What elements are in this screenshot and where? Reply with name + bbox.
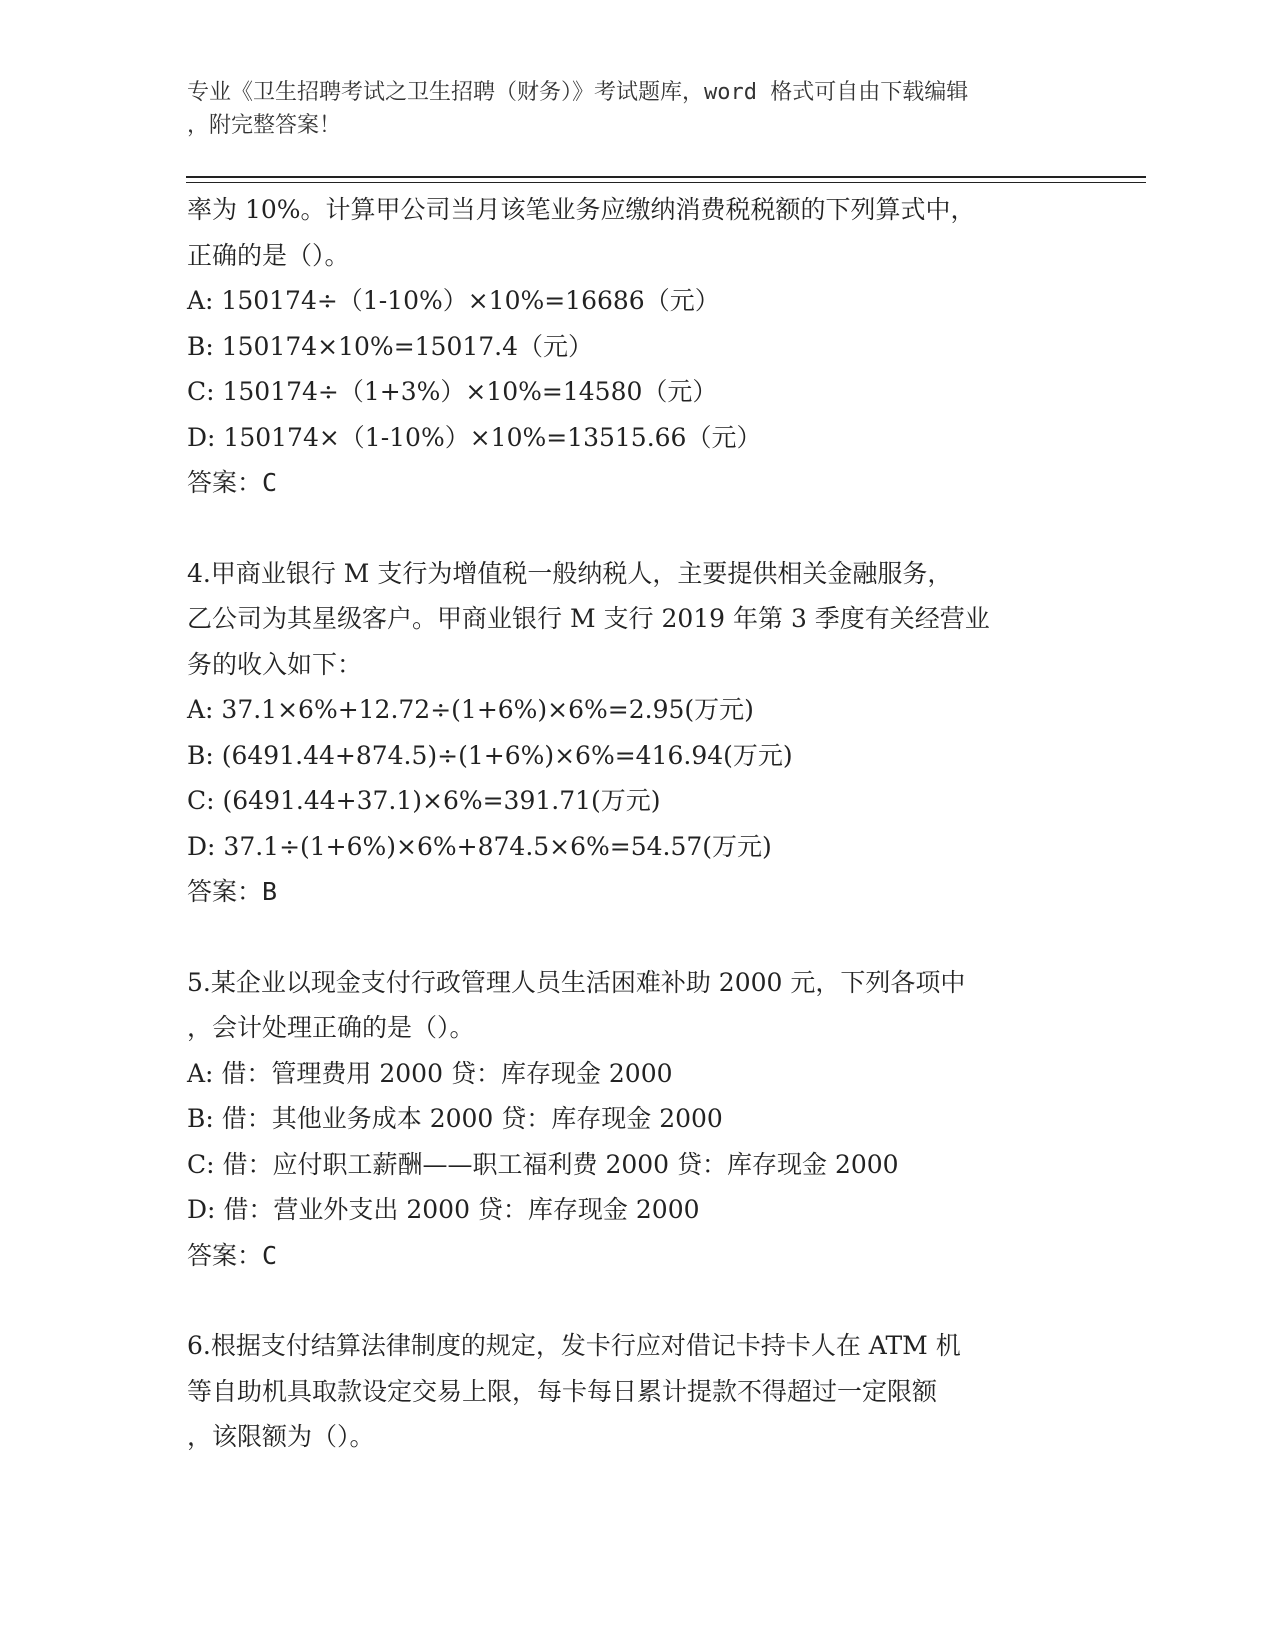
option-c: C: 借：应付职工薪酬——职工福利费 2000 贷：库存现金 2000: [187, 1149, 899, 1179]
question-text-line: 务的收入如下：: [187, 649, 363, 679]
option-c: C: (6491.44+37.1)×6%=391.71(万元): [187, 786, 661, 815]
question-5: [187, 960, 1147, 1279]
question-text-line: 正确的是（）。: [187, 240, 350, 270]
header-line-1: 专业《卫生招聘考试之卫生招聘（财务）》考试题库，word 格式可自由下载编辑: [187, 80, 969, 105]
question-text-line: 率为 10%。计算甲公司当月该笔业务应缴纳消费税税额的下列算式中，: [187, 195, 976, 224]
option-b: B: (6491.44+874.5)÷(1+6%)×6%=416.94(万元): [187, 740, 793, 770]
question-4: [187, 551, 1147, 915]
answer: 答案：C: [187, 468, 278, 497]
option-d: D: 借：营业外支出 2000 贷：库存现金 2000: [187, 1195, 700, 1224]
question-text-line: 4.甲商业银行 M 支行为增值税一般纳税人，主要提供相关金融服务，: [187, 558, 953, 588]
option-a: A: 借：管理费用 2000 贷：库存现金 2000: [187, 1058, 673, 1088]
answer: 答案：B: [187, 877, 278, 906]
question-text-line: 乙公司为其星级客户。甲商业银行 M 支行 2019 年第 3 季度有关经营业: [187, 604, 990, 633]
question-text-line: ，该限额为（）。: [187, 1422, 375, 1451]
question-text-line: 等自助机具取款设定交易上限，每卡每日累计提款不得超过一定限额: [187, 1376, 938, 1406]
option-a: A: 150174÷（1-10%）×10%=16686（元）: [187, 286, 720, 315]
option-d: D: 37.1÷(1+6%)×6%+874.5×6%=54.57(万元): [187, 831, 772, 861]
question-text-line: 6.根据支付结算法律制度的规定，发卡行应对借记卡持卡人在 ATM 机: [187, 1331, 961, 1360]
header-divider-thick: [186, 176, 1146, 178]
option-d: D: 150174×（1-10%）×10%=13515.66（元）: [187, 422, 762, 452]
option-a: A: 37.1×6%+12.72÷(1+6%)×6%=2.95(万元): [187, 695, 754, 724]
question-text-line: ，会计处理正确的是（）。: [187, 1013, 475, 1042]
option-b: B: 150174×10%=15017.4（元）: [187, 331, 594, 361]
option-c: C: 150174÷（1+3%）×10%=14580（元）: [187, 377, 718, 406]
header-divider-thin: [186, 182, 1146, 183]
question-fragment: [187, 187, 1147, 506]
question-6: [187, 1323, 1147, 1460]
question-text-line: 5.某企业以现金支付行政管理人员生活困难补助 2000 元，下列各项中: [187, 967, 966, 997]
answer: 答案：C: [187, 1240, 278, 1270]
header-line-2: ，附完整答案！: [187, 113, 342, 138]
option-b: B: 借：其他业务成本 2000 贷：库存现金 2000: [187, 1104, 723, 1133]
document-header: [187, 76, 1087, 142]
document-body: [187, 187, 1147, 1460]
